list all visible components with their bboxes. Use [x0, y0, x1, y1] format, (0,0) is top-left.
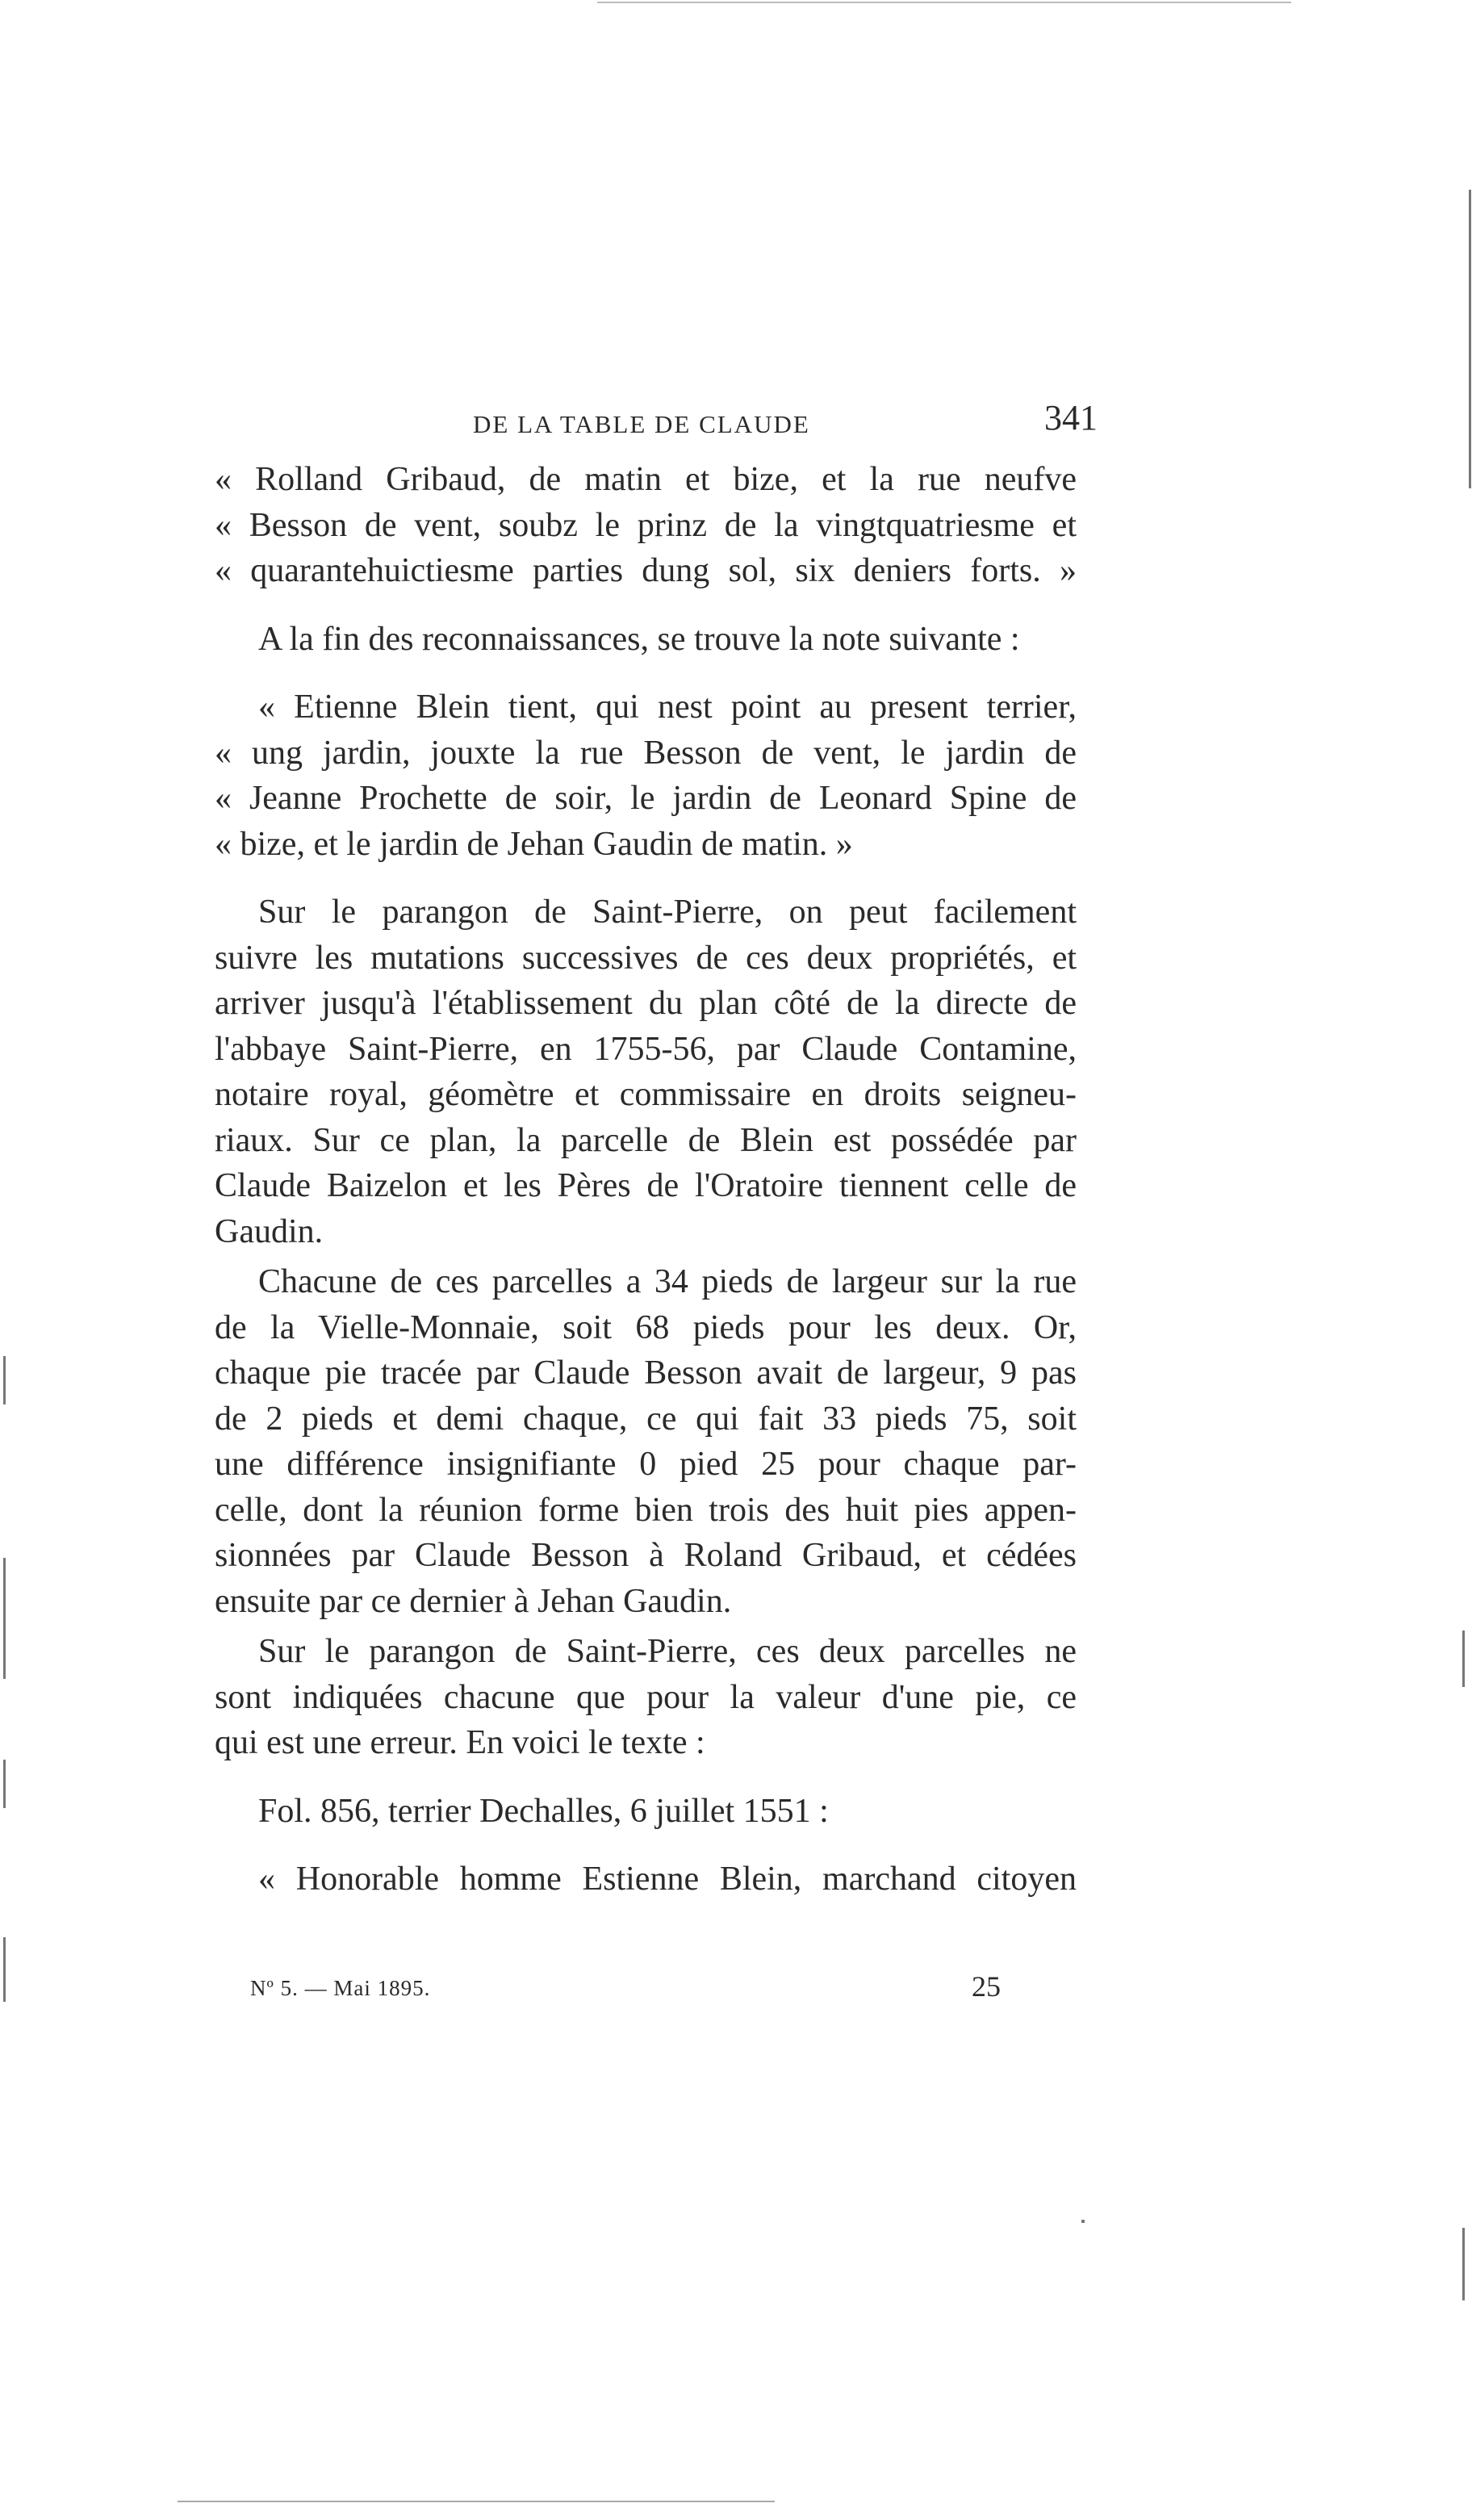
text-line: qui est une erreur. En voici le texte :: [215, 1724, 705, 1761]
paragraph-quote-blein: [215, 684, 1077, 867]
text-line: « ung jardin, jouxte la rue Besson de vent, le jardin de: [215, 734, 1077, 772]
scan-edge-mark: [1462, 1630, 1465, 1687]
text-line: une différence insignifiante 0 pied 25 pour chaque par-: [215, 1446, 1077, 1483]
scan-edge-mark: [1081, 2220, 1085, 2223]
running-head: [218, 397, 1099, 454]
text-line: Gaudin.: [215, 1212, 324, 1250]
text-line: « Honorable homme Estienne Blein, marchand citoyen: [258, 1861, 1077, 1898]
scan-edge-mark: [3, 1356, 6, 1404]
text-line: Fol. 856, terrier Dechalles, 6 juillet 1551 :: [258, 1792, 829, 1830]
paragraph-note-intro: [215, 617, 1077, 663]
text-line: celle, dont la réunion forme bien trois des huit pies appen-: [215, 1491, 1077, 1529]
scan-edge-mark: [1469, 190, 1471, 488]
scan-edge-mark: [1462, 2228, 1465, 2300]
text-line: « quarantehuictiesme parties dung sol, six deniers forts. »: [215, 552, 1077, 589]
text-line: Claude Baizelon et les Pères de l'Oratoire tiennent celle de: [215, 1167, 1077, 1204]
text-line: Chacune de ces parcelles a 34 pieds de largeur sur la rue: [258, 1263, 1077, 1300]
text-line: Sur le parangon de Saint-Pierre, on peut facilement: [258, 894, 1077, 931]
text-line: de la Vielle-Monnaie, soit 68 pieds pour les deux. Or,: [215, 1308, 1077, 1346]
text-line: sionnées par Claude Besson à Roland Gribaud, et cédées: [215, 1537, 1077, 1574]
text-line: suivre les mutations successives de ces deux propriétés, et: [215, 939, 1077, 977]
scan-edge-mark: [597, 2, 1291, 3]
paragraph-parcelles: [215, 1259, 1077, 1624]
paragraph-folio: [215, 1789, 1077, 1835]
signature-mark: Nº 5. — Mai 1895.: [250, 1976, 431, 2000]
text-line: de 2 pieds et demi chaque, ce qui fait 33 pieds 75, soit: [215, 1400, 1077, 1438]
text-line: Sur le parangon de Saint-Pierre, ces deux parcelles ne: [258, 1633, 1077, 1670]
text-line: « Rolland Gribaud, de matin et bize, et la rue neufve: [215, 461, 1077, 498]
text-line: « bize, et le jardin de Jehan Gaudin de matin. »: [215, 825, 853, 863]
text-line: « Besson de vent, soubz le prinz de la vingtquatriesme et: [215, 506, 1077, 544]
text-line: sont indiquées chacune que pour la valeur d'une pie, ce: [215, 1678, 1077, 1716]
body-text: [215, 457, 1077, 1903]
signature-number: 25: [972, 1970, 1001, 2003]
running-title: DE LA TABLE DE CLAUDE: [473, 410, 810, 438]
text-line: chaque pie tracée par Claude Besson avait de largeur, 9 pas: [215, 1354, 1077, 1392]
scan-edge-mark: [178, 2501, 775, 2502]
text-line: riaux. Sur ce plan, la parcelle de Blein est possédée par: [215, 1121, 1077, 1159]
page-footer: [250, 1970, 1001, 2010]
scan-edge-mark: [3, 1760, 6, 1808]
text-line: l'abbaye Saint-Pierre, en 1755-56, par Claude Contamine,: [215, 1030, 1077, 1068]
text-line: notaire royal, géomètre et commissaire en droits seigneu-: [215, 1076, 1077, 1113]
text-line: « Etienne Blein tient, qui nest point au present terrier,: [258, 689, 1077, 726]
text-line: A la fin des reconnaissances, se trouve la note suivante :: [258, 620, 1020, 658]
paragraph-quote-rolland: [215, 457, 1077, 594]
scan-edge-mark: [3, 1937, 6, 2002]
page-number: 341: [1044, 398, 1098, 437]
text-line: arriver jusqu'à l'établissement du plan côté de la directe de: [215, 985, 1077, 1022]
paragraph-parangon: [215, 890, 1077, 1254]
scan-edge-mark: [3, 1558, 6, 1679]
text-line: « Jeanne Prochette de soir, le jardin de Leonard Spine de: [215, 780, 1077, 817]
paragraph-erreur: [215, 1629, 1077, 1766]
text-line: ensuite par ce dernier à Jehan Gaudin.: [215, 1582, 732, 1620]
paragraph-quote-estienne: [215, 1857, 1077, 1903]
